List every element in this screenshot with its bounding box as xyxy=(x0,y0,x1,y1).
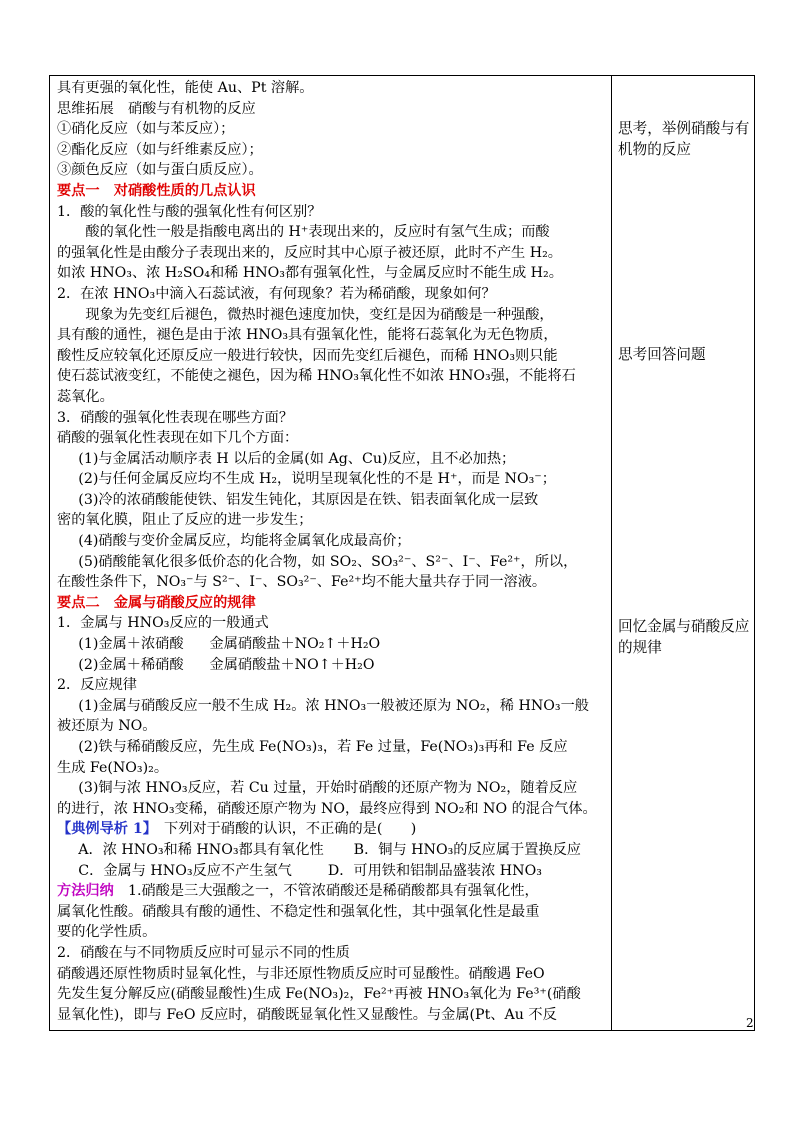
method-text: 1.硝酸是三大强酸之一，不管浓硝酸还是稀硝酸都具有强氧化性， xyxy=(113,883,539,900)
content-column xyxy=(50,76,612,1030)
text-line: 要的化学性质。 xyxy=(57,924,157,941)
text-line: 1．金属与 HNO₃反应的一般通式 xyxy=(57,615,269,632)
section-heading-key2: 要点二 金属与硝酸反应的规律 xyxy=(57,594,256,611)
text-line: 酸的氧化性一般是指酸电离出的 H⁺表现出来的，反应时有氢气生成；而酸 xyxy=(85,224,550,241)
text-line: (1)金属与硝酸反应一般不生成 H₂。浓 HNO₃一般被还原为 NO₂，稀 HNO₃一般 xyxy=(78,697,589,714)
text-line: (3)冷的浓硝酸能使铁、铝发生钝化，其原因是在铁、铝表面氧化成一层致 xyxy=(78,491,539,508)
option-b: B．铜与 HNO₃的反应属于置换反应 xyxy=(353,841,581,858)
text-line: 密的氧化膜，阻止了反应的进一步发生； xyxy=(57,512,313,529)
text-line: (1)与金属活动顺序表 H 以后的金属(如 Ag、Cu)反应，且不必加热； xyxy=(78,450,516,467)
text-line: 被还原为 NO。 xyxy=(57,718,157,735)
text-line: (5)硝酸能氧化很多低价态的化合物，如 SO₂、SO₃²⁻、S²⁻、I⁻、Fe²⁺，所以， xyxy=(78,553,578,570)
lesson-table xyxy=(49,75,755,1031)
equation-left: (2)金属＋稀硝酸 xyxy=(78,656,184,673)
options-row-ab xyxy=(57,840,607,861)
text-line: 先发生复分解反应(硝酸显酸性)生成 Fe(NO₃)₂，Fe²⁺再被 HNO₃氧化为 Fe³⁺(硝酸 xyxy=(57,986,581,1003)
text-line: 2．硝酸在与不同物质反应时可显示不同的性质 xyxy=(57,944,350,961)
text-line: (2)与任何金属反应均不生成 H₂，说明呈现氧化性的不是 H⁺，而是 NO₃⁻； xyxy=(78,471,556,488)
text-line: 酸性反应较氧化还原反应一般进行较快，因而先变红后褪色，而稀 HNO₃则只能 xyxy=(57,347,558,364)
text-line: 在酸性条件下，NO₃⁻与 S²⁻、I⁻、SO₃²⁻、Fe²⁺均不能大量共存于同一溶液。 xyxy=(57,574,547,591)
question-1: 1．酸的氧化性与酸的强氧化性有何区别？ xyxy=(57,203,322,220)
text-line: (2)铁与稀硝酸反应，先生成 Fe(NO₃)₃，若 Fe 过量，Fe(NO₃)₃再和 Fe 反应 xyxy=(78,739,568,755)
question-2: 2．在浓 HNO₃中滴入石蕊试液，有何现象？若为稀硝酸，现象如何？ xyxy=(57,285,496,302)
text-line: 思维拓展 硝酸与有机物的反应 xyxy=(57,100,256,117)
text-line: 硝酸的强氧化性表现在如下几个方面： xyxy=(57,430,299,447)
page-number: 2 xyxy=(746,1016,754,1030)
section-heading-key1: 要点一 对硝酸性质的几点认识 xyxy=(57,182,256,199)
method-label: 方法归纳 xyxy=(57,883,114,900)
text-line: 使石蕊试液变红，不能使之褪色，因为稀 HNO₃氧化性不如浓 HNO₃强，不能将石 xyxy=(57,368,576,385)
text-line: ②酯化反应（如与纤维素反应）； xyxy=(57,141,263,158)
method-summary xyxy=(57,881,607,902)
example-question xyxy=(57,819,607,840)
notes-column xyxy=(612,76,754,1030)
question-3: 3．硝酸的强氧化性表现在哪些方面？ xyxy=(57,409,294,426)
text-line: 现象为先变红后褪色，微热时褪色速度加快，变红是因为硝酸是一种强酸， xyxy=(85,306,554,323)
text-line: 具有更强的氧化性，能使 Au、Pt 溶解。 xyxy=(57,80,314,96)
equation-dilute xyxy=(57,655,607,676)
text-line: (3)铜与浓 HNO₃反应，若 Cu 过量，开始时硝酸的还原产物为 NO₂，随着反应 xyxy=(78,780,578,797)
text-line: 属氧化性酸。硝酸具有酸的通性、不稳定性和强氧化性，其中强氧化性是最重 xyxy=(57,903,540,920)
text-line: 2．反应规律 xyxy=(57,677,137,694)
side-note-organic: 思考，举例硝酸与有机物的反应 xyxy=(618,120,750,158)
equation-left: (1)金属＋浓硝酸 xyxy=(78,636,184,653)
text-line: 的进行，浓 HNO₃变稀，硝酸还原产物为 NO，最终应得到 NO₂和 NO 的混合气体。 xyxy=(57,800,597,817)
options-row-cd xyxy=(57,861,607,882)
option-a: A．浓 HNO₃和稀 HNO₃都具有氧化性 xyxy=(78,841,324,858)
equation-right: 金属硝酸盐＋NO↑＋H₂O xyxy=(209,656,375,673)
option-d: D．可用铁和铝制品盛装浓 HNO₃ xyxy=(327,862,542,879)
text-line: 如浓 HNO₃、浓 H₂SO₄和稀 HNO₃都有强氧化性，与金属反应时不能生成 H₂。 xyxy=(57,265,563,282)
option-c: C．金属与 HNO₃反应不产生氢气 xyxy=(78,862,292,879)
side-note-rules: 回忆金属与硝酸反应的规律 xyxy=(618,618,750,656)
text-line: 的强氧化性是由酸分子表现出来的，反应时其中心原子被还原，此时不产生 H₂。 xyxy=(57,244,562,261)
equation-concentrated xyxy=(57,634,607,655)
text-line: 具有酸的通性，褪色是由于浓 HNO₃具有强氧化性，能将石蕊氧化为无色物质， xyxy=(57,327,558,344)
text-line: 显氧化性)，即与 FeO 反应时，硝酸既显氧化性又显酸性。与金属(Pt、Au 不反 xyxy=(57,1006,557,1023)
text-line: 蕊氧化。 xyxy=(57,388,114,405)
side-note-answer: 思考回答问题 xyxy=(618,346,706,363)
text-line: 硝酸遇还原性物质时显氧化性，与非还原性物质反应时可显酸性。硝酸遇 FeO xyxy=(57,965,545,982)
equation-right: 金属硝酸盐＋NO₂↑＋H₂O xyxy=(209,636,381,653)
text-line: (4)硝酸与变价金属反应，均能将金属氧化成最高价； xyxy=(78,533,411,550)
text-line: 生成 Fe(NO₃)₂。 xyxy=(57,759,169,776)
example-stem: 下列对于硝酸的认识，不正确的是( ) xyxy=(149,821,417,838)
example-label: 【典例导析 1】 xyxy=(57,821,150,838)
text-line: ①硝化反应（如与苯反应）； xyxy=(57,121,235,138)
text-line: ③颜色反应（如与蛋白质反应）。 xyxy=(57,162,263,179)
